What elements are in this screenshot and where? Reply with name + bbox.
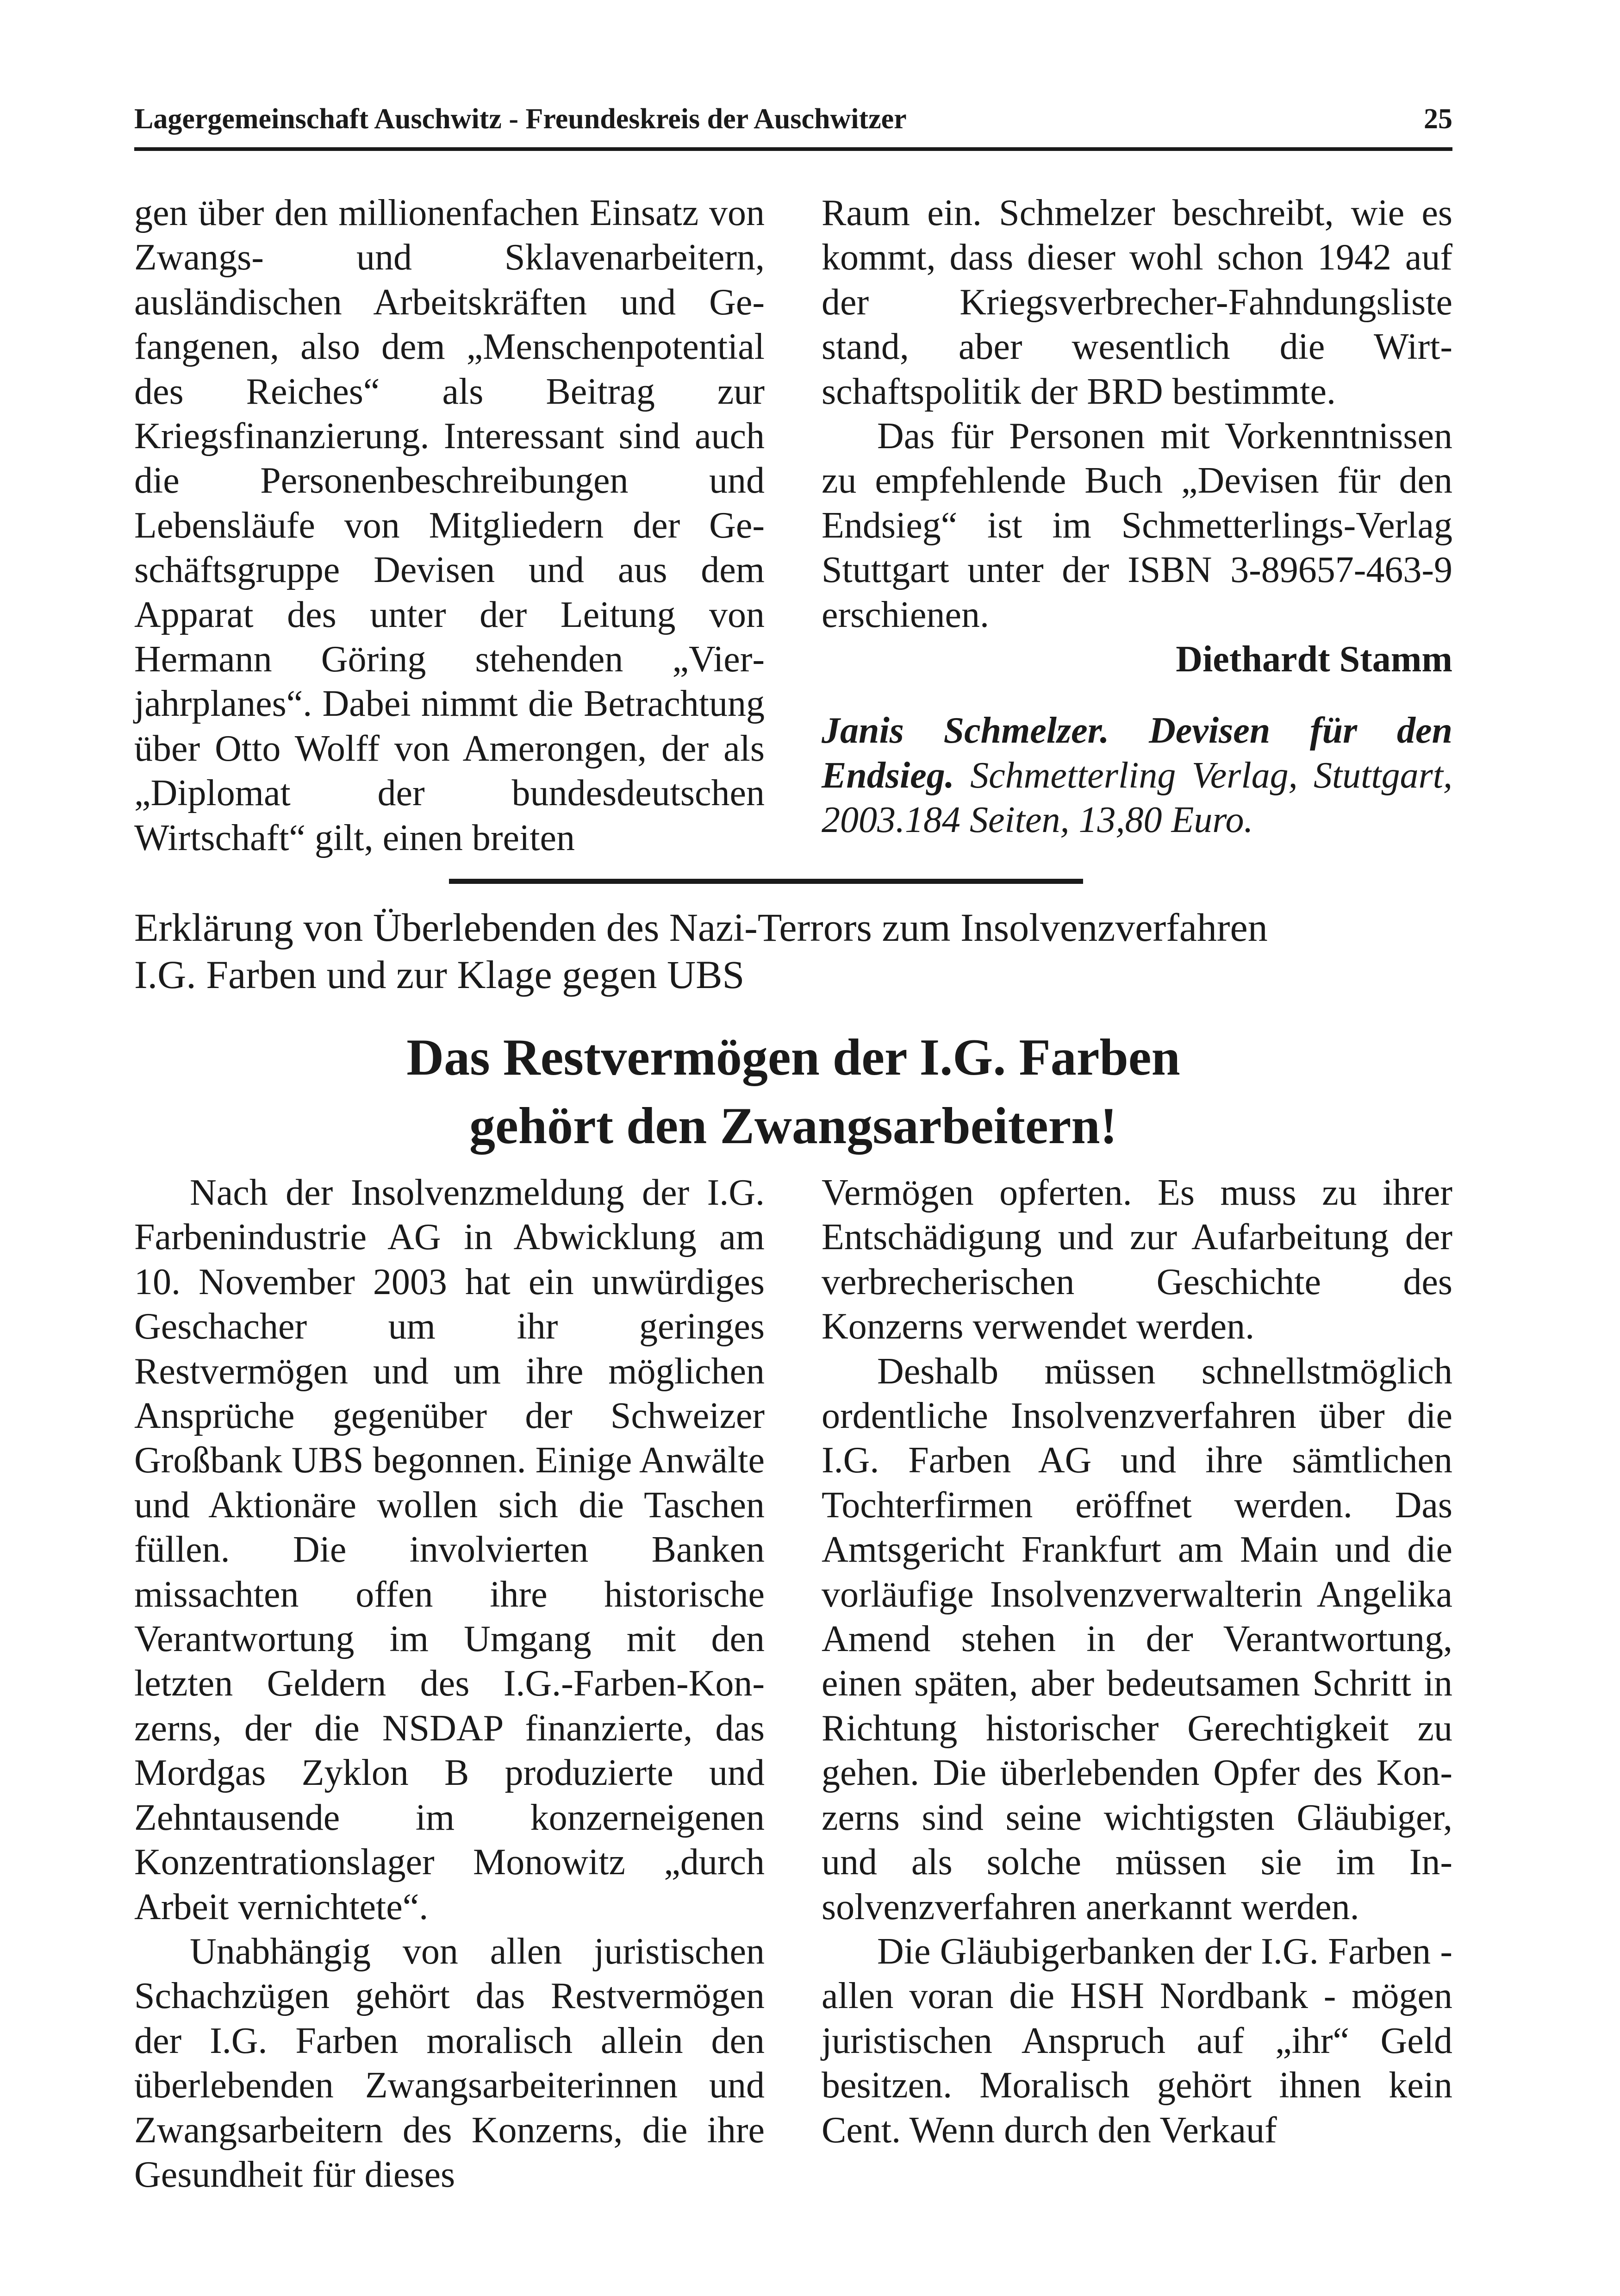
section-divider xyxy=(449,879,1083,884)
article-paragraph: Unabhängig von allen juristischen Schachzügen gehört das Restvermögen der I.G. Farben moralisch allein den überlebenden Zwangsarbeiterinnen und Zwangsarbeitern des Konzerns, die ihre Gesundheit für dieses xyxy=(134,1931,765,2195)
headline-line: gehört den Zwangsarbeitern! xyxy=(469,1097,1117,1155)
header-rule xyxy=(134,147,1452,151)
book-title: Janis Schmelzer. Devisen für den Endsieg. xyxy=(822,710,1452,796)
review-paragraph: gen über den millionenfachen Einsatz von Zwangs- und Sklavenarbeitern, ausländischen Arbeitskräften und Gefangenen, also dem „Menschenpotential des Reiches“ als Beitrag zur Kriegsfinanzierung. Interessant sind auch die Personenbeschreibungen und Lebensläufe von Mitgliedern der Geschäftsgruppe Devisen und aus dem Apparat des unter der Leitung von Hermann Göring stehenden „Vierjahrplanes“. Dabei nimmt die Betrachtung über Otto Wolff von Amerongen, der als „Diplomat der bundesdeutschen Wirtschaft“ gilt, einen breiten xyxy=(134,193,765,858)
review-paragraph: Das für Personen mit Vorkenntnissen zu empfehlende Buch „Devisen für den Endsieg“ ist im Schmetterlings-Verlag Stuttgart unter der ISBN 3-89657-463-9 erschienen. xyxy=(822,416,1452,635)
article-paragraph: Vermögen opferten. Es muss zu ihrer Entschädigung und zur Aufarbeitung der verbrecherischen Geschichte des Konzerns verwendet werden. xyxy=(822,1172,1452,1347)
subheading-line: I.G. Farben und zur Klage gegen UBS xyxy=(134,952,745,997)
review-right-column xyxy=(822,191,1452,843)
article-right-column xyxy=(822,1170,1452,2152)
article-paragraph: Deshalb müssen schnellstmöglich ordentliche Insolvenzverfahren über die I.G. Farben AG und ihre sämtlichen Tochterfirmen eröffnet werden. Das Amtsgericht Frankfurt am Main und die vorläufige Insolvenzverwalterin Angelika Amend stehen in der Verantwortung, einen späten, aber bedeutsamen Schritt in Richtung historischer Gerechtigkeit zu gehen. Die überlebenden Opfer des Konzerns sind seine wichtigsten Gläubiger, und als solche müssen sie im Insolvenzverfahren anerkannt werden. xyxy=(822,1351,1452,1927)
article-paragraph: Nach der Insolvenzmeldung der I.G. Farbenindustrie AG in Abwicklung am 10. November 2003 hat ein unwürdiges Geschacher um ihr geringes Restvermögen und um ihre möglichen Ansprüche gegenüber der Schweizer Großbank UBS begonnen. Einige Anwälte und Aktionäre wollen sich die Taschen füllen. Die involvierten Banken missachten offen ihre historische Verantwortung im Umgang mit den letzten Geldern des I.G.-Farben-Konzerns, der die NSDAP finanzierte, das Mordgas Zyklon B produzierte und Zehntausende im konzerneigenen Konzentrationslager Monowitz „durch Arbeit vernichtete“. xyxy=(134,1172,765,1927)
header-title: Lagergemeinschaft Auschwitz - Freundeskreis der Auschwitzer xyxy=(134,103,907,135)
review-author: Diethardt Stamm xyxy=(1176,639,1452,680)
article-paragraph: Die Gläubigerbanken der I.G. Farben - allen voran die HSH Nordbank - mögen juristischen Anspruch auf „ihr“ Geld besitzen. Moralisch gehört ihnen kein Cent. Wenn durch den Verkauf xyxy=(822,1931,1452,2151)
page-number: 25 xyxy=(1424,103,1452,135)
headline-line: Das Restvermögen der I.G. Farben xyxy=(406,1029,1180,1086)
review-left-column xyxy=(134,191,765,860)
book-reference xyxy=(822,708,1452,842)
review-paragraph: Raum ein. Schmelzer beschreibt, wie es kommt, dass dieser wohl schon 1942 auf der Kriegsverbrecher-Fahndungsliste stand, aber wesentlich die Wirtschaftspolitik der BRD bestimmte. xyxy=(822,193,1452,412)
running-header xyxy=(134,103,1452,144)
article-subheading xyxy=(134,904,1452,998)
article-left-column xyxy=(134,1170,765,2197)
article-headline xyxy=(134,1023,1452,1160)
book-details: Schmetterling Verlag, Stuttgart, 2003.184 Seiten, 13,80 Euro. xyxy=(822,755,1452,841)
subheading-line: Erklärung von Überlebenden des Nazi-Terrors zum Insolvenzverfahren xyxy=(134,905,1268,950)
